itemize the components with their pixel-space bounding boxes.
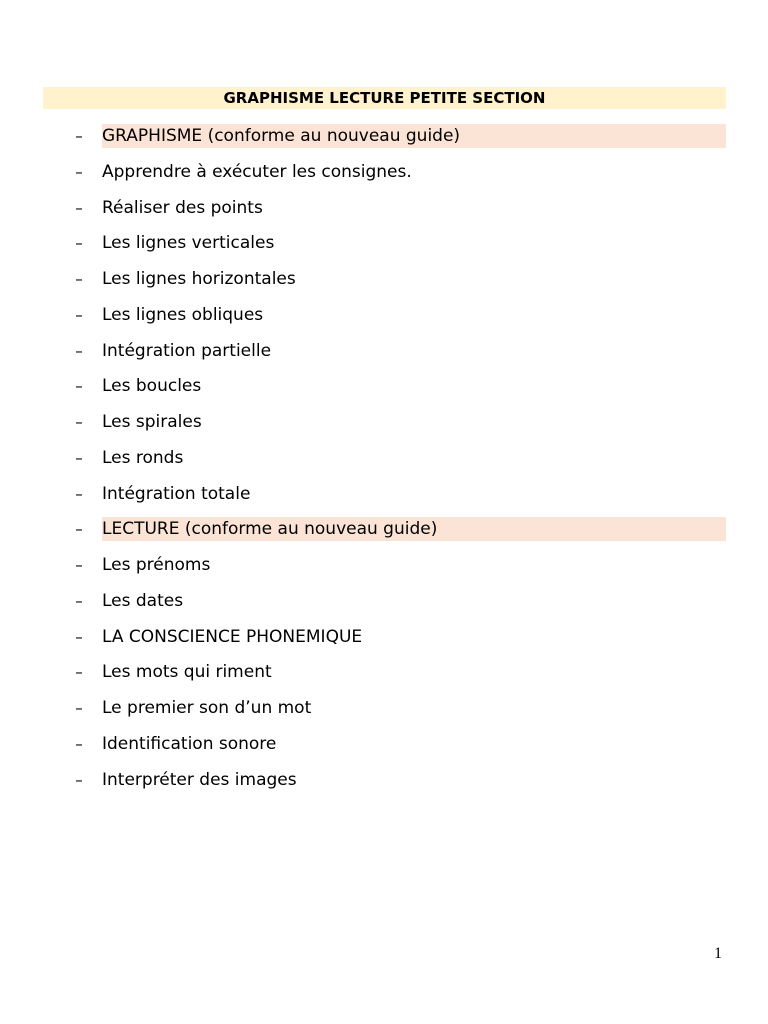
bullet-dash: – bbox=[75, 735, 83, 753]
list-item bbox=[0, 339, 768, 363]
bullet-dash: – bbox=[75, 699, 83, 717]
list-item-label: GRAPHISME (conforme au nouveau guide) bbox=[102, 126, 461, 146]
bullet-dash: – bbox=[75, 520, 83, 538]
bullet-dash: – bbox=[75, 628, 83, 646]
list-item bbox=[0, 160, 768, 184]
list-item bbox=[0, 625, 768, 649]
list-item-label: Les dates bbox=[102, 591, 184, 611]
document-title: GRAPHISME LECTURE PETITE SECTION bbox=[43, 87, 726, 109]
list-item bbox=[0, 768, 768, 792]
list-item-label: LECTURE (conforme au nouveau guide) bbox=[102, 519, 438, 539]
list-item bbox=[0, 696, 768, 720]
bullet-dash: – bbox=[75, 771, 83, 789]
list-item bbox=[0, 482, 768, 506]
list-item-label: Intégration partielle bbox=[102, 341, 272, 361]
bullet-dash: – bbox=[75, 199, 83, 217]
list-item-label: Les lignes obliques bbox=[102, 305, 264, 325]
bullet-dash: – bbox=[75, 556, 83, 574]
list-item-label: Le premier son d’un mot bbox=[102, 698, 312, 718]
bullet-dash: – bbox=[75, 592, 83, 610]
list-item-label: Les prénoms bbox=[102, 555, 211, 575]
list-item-label: LA CONSCIENCE PHONEMIQUE bbox=[102, 627, 363, 647]
list-item bbox=[0, 589, 768, 613]
bullet-dash: – bbox=[75, 163, 83, 181]
list-item bbox=[0, 410, 768, 434]
list-item bbox=[0, 660, 768, 684]
list-item bbox=[0, 446, 768, 470]
bullet-dash: – bbox=[75, 485, 83, 503]
bullet-dash: – bbox=[75, 127, 83, 145]
list-item bbox=[0, 231, 768, 255]
list-item bbox=[0, 267, 768, 291]
bullet-dash: – bbox=[75, 342, 83, 360]
list-item bbox=[0, 374, 768, 398]
list-item-label: Les boucles bbox=[102, 376, 202, 396]
page-number: 1 bbox=[714, 945, 722, 962]
list-item bbox=[0, 303, 768, 327]
list-item-label: Les lignes verticales bbox=[102, 233, 275, 253]
list-item bbox=[0, 732, 768, 756]
bullet-dash: – bbox=[75, 413, 83, 431]
bullet-dash: – bbox=[75, 449, 83, 467]
bullet-dash: – bbox=[75, 663, 83, 681]
list-item bbox=[0, 196, 768, 220]
list-item-label: Les lignes horizontales bbox=[102, 269, 296, 289]
bullet-dash: – bbox=[75, 306, 83, 324]
list-item-label: Les spirales bbox=[102, 412, 202, 432]
bullet-dash: – bbox=[75, 234, 83, 252]
list-item-label: Intégration totale bbox=[102, 484, 251, 504]
section-heading-item bbox=[0, 517, 768, 541]
list-item-label: Les mots qui riment bbox=[102, 662, 272, 682]
list-item-label: Réaliser des points bbox=[102, 198, 263, 218]
bullet-dash: – bbox=[75, 270, 83, 288]
list-item bbox=[0, 553, 768, 577]
bullet-dash: – bbox=[75, 377, 83, 395]
list-item-label: Identification sonore bbox=[102, 734, 277, 754]
list-item-label: Les ronds bbox=[102, 448, 184, 468]
section-heading-item bbox=[0, 124, 768, 148]
list-item-label: Interpréter des images bbox=[102, 770, 297, 790]
list-item-label: Apprendre à exécuter les consignes. bbox=[102, 162, 412, 182]
